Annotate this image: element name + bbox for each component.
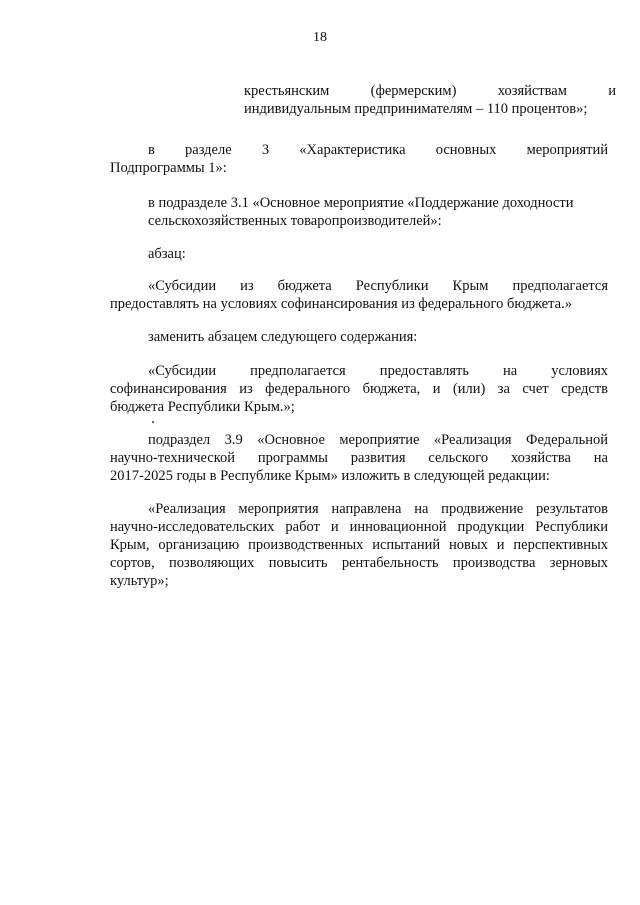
paragraph-8 — [110, 431, 608, 485]
paragraph-5 — [110, 277, 608, 313]
paragraph-7 — [110, 362, 608, 416]
paragraph-line: «Реализация мероприятия направлена на продвижение результатов — [148, 501, 608, 517]
paragraph-line: бюджета Республики Крым.»; — [110, 399, 295, 415]
paragraph-4 — [110, 245, 608, 263]
paragraph-1 — [244, 82, 616, 118]
paragraph-line: заменить абзацем следующего содержания: — [148, 329, 418, 345]
paragraph-line: предоставлять на условиях софинансирования из федерального бюджета.» — [110, 296, 572, 312]
paragraph-line: абзац: — [148, 246, 186, 262]
paragraph-3 — [110, 194, 608, 230]
paragraph-line: научно-технической программы развития сельского хозяйства на — [110, 450, 608, 466]
paragraph-line: индивидуальным предпринимателям – 110 процентов»; — [244, 101, 588, 117]
paragraph-line: научно-исследовательских работ и инновационной продукции Республики — [110, 519, 608, 535]
paragraph-line: в подразделе 3.1 «Основное мероприятие «Поддержание доходности — [148, 195, 574, 211]
paragraph-line: Крым, организацию производственных испытаний новых и перспективных — [110, 537, 608, 553]
paragraph-line: в разделе 3 «Характеристика основных мероприятий — [148, 142, 608, 158]
stray-dot — [152, 421, 154, 423]
paragraph-9 — [110, 500, 608, 590]
paragraph-2 — [110, 141, 608, 177]
paragraph-line: софинансирования из федерального бюджета, и (или) за счет средств — [110, 381, 608, 397]
paragraph-line: «Субсидии предполагается предоставлять на условиях — [148, 363, 608, 379]
paragraph-line: сортов, позволяющих повысить рентабельность производства зерновых — [110, 555, 608, 571]
paragraph-line: крестьянским (фермерским) хозяйствам и — [244, 83, 616, 99]
paragraph-line: «Субсидии из бюджета Республики Крым предполагается — [148, 278, 608, 294]
page-number: 18 — [313, 30, 327, 45]
paragraph-6 — [110, 328, 608, 346]
paragraph-line: культур»; — [110, 573, 169, 589]
paragraph-line: Подпрограммы 1»: — [110, 160, 227, 176]
paragraph-line: подраздел 3.9 «Основное мероприятие «Реализация Федеральной — [148, 432, 608, 448]
paragraph-line: сельскохозяйственных товаропроизводителей»: — [148, 213, 442, 229]
paragraph-line: 2017-2025 годы в Республике Крым» изложить в следующей редакции: — [110, 468, 550, 484]
